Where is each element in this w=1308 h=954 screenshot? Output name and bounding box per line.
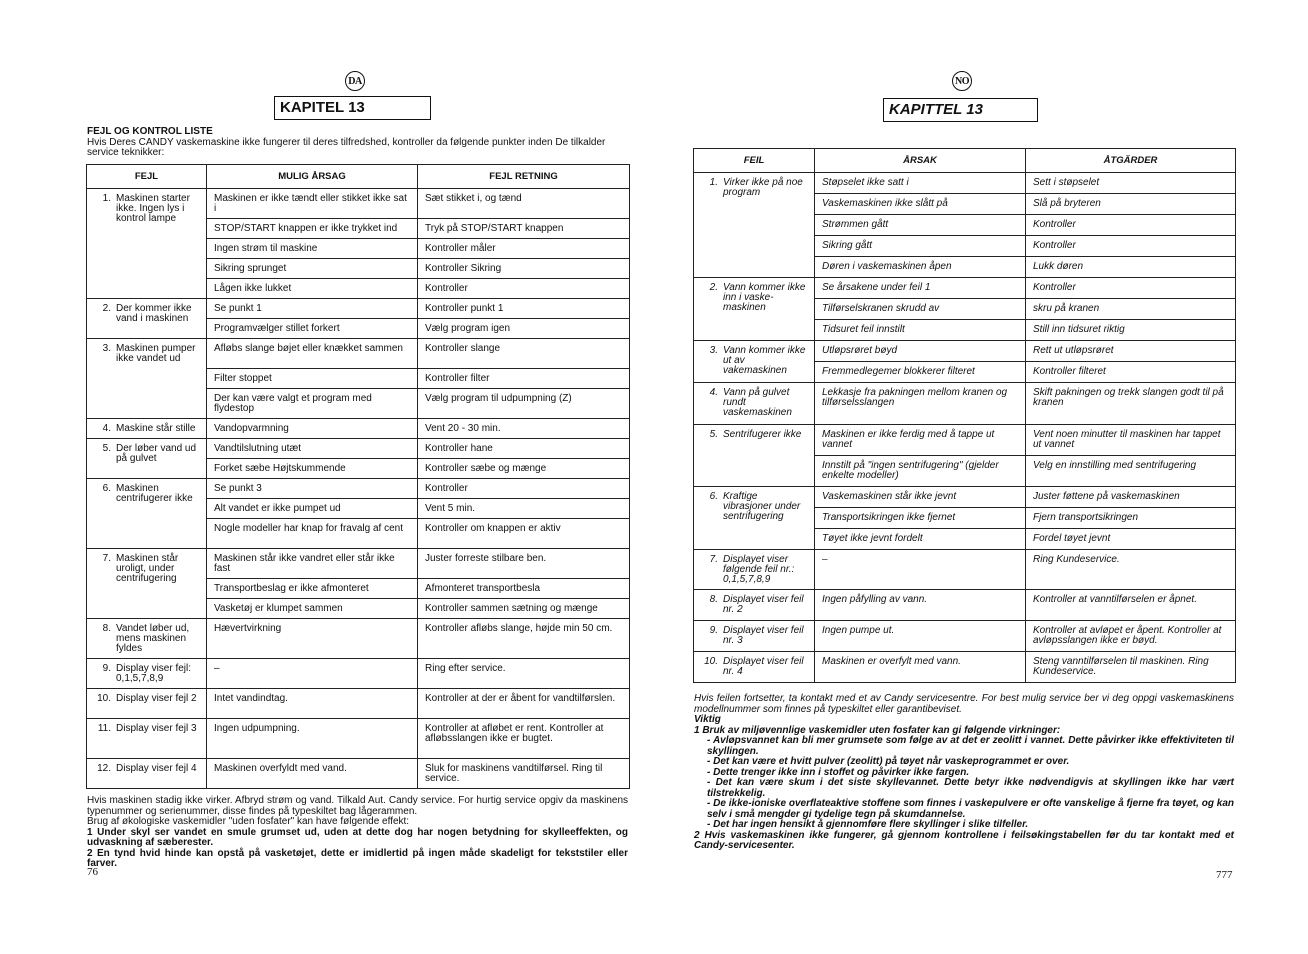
header-cause: MULIG ÅRSAG bbox=[207, 165, 418, 189]
fault-cell bbox=[87, 439, 207, 479]
table-row bbox=[694, 278, 1236, 299]
cause-cell: Ingen udpumpning. bbox=[207, 719, 418, 759]
cause-cell: Ingen påfylling av vann. bbox=[815, 590, 1026, 621]
fault-cell bbox=[87, 689, 207, 719]
table-row bbox=[87, 189, 630, 219]
fault-number: 9. bbox=[709, 625, 718, 636]
fault-number: 8. bbox=[709, 594, 718, 605]
table-row bbox=[694, 590, 1236, 621]
fault-cell bbox=[694, 590, 815, 621]
footer-item-1: 1 Bruk av miljøvennlige vaskemidler uten fosfater kan gi følgende virkninger: bbox=[694, 724, 1061, 736]
remedy-cell: Kontroller at vanntilførselen er åpnet. bbox=[1026, 590, 1236, 621]
fault-number: 3. bbox=[102, 343, 111, 354]
cause-cell: Maskinen overfyldt med vand. bbox=[207, 759, 418, 789]
cause-cell: Døren i vaskemaskinen åpen bbox=[815, 257, 1026, 278]
fault-number: 8. bbox=[102, 623, 111, 634]
fault-number: 3. bbox=[709, 345, 718, 356]
cause-cell: Strømmen gått bbox=[815, 215, 1026, 236]
fault-number: 4. bbox=[709, 387, 718, 398]
fault-number: 1. bbox=[102, 193, 111, 204]
cause-cell: Afløbs slange bøjet eller knækket sammen bbox=[207, 339, 418, 369]
cause-cell: Forket sæbe Højtskummende bbox=[207, 459, 418, 479]
cause-cell: Fremmedlegemer blokkerer filteret bbox=[815, 362, 1026, 383]
fault-cell bbox=[87, 719, 207, 759]
footer-paragraph-1: Hvis maskinen stadig ikke virker. Afbryd strøm og vand. Tilkald Aut. Candy service. For hurtig service opgiv da maskinens typenummer og serienummer, disse findes på typeskiltet bag lågerammen. bbox=[87, 795, 628, 817]
remedy-cell: Kontroller slange bbox=[418, 339, 630, 369]
fault-number: 1. bbox=[709, 177, 718, 188]
remedy-cell: Kontroller filter bbox=[418, 369, 630, 389]
cause-cell: Maskinen er ikke tændt eller stikket ikke sat i bbox=[207, 189, 418, 219]
remedy-cell: Vent noen minutter til maskinen har tappet ut vannet bbox=[1026, 425, 1236, 456]
cause-cell: Vandopvarmning bbox=[207, 419, 418, 439]
remedy-cell: Kontroller hane bbox=[418, 439, 630, 459]
fault-number: 2. bbox=[709, 282, 718, 293]
cause-cell: Sikring sprunget bbox=[207, 259, 418, 279]
fault-cell bbox=[87, 659, 207, 689]
remedy-cell: Lukk døren bbox=[1026, 257, 1236, 278]
fault-cell bbox=[694, 621, 815, 652]
fault-text: Vann kommer ikke ut av vakemaskinen bbox=[723, 345, 806, 376]
table-row bbox=[694, 550, 1236, 590]
table-row bbox=[694, 652, 1236, 683]
footer-dash-3: - Dette trenger ikke inn i stoffet og påvirker ikke fargen. bbox=[707, 766, 970, 778]
fault-text: Maskinen pumper ikke vandet ud bbox=[116, 343, 196, 364]
cause-cell: Transportbeslag er ikke afmonteret bbox=[207, 579, 418, 599]
remedy-cell: Kontroller afløbs slange, højde min 50 cm. bbox=[418, 619, 630, 659]
fault-text: Vandet løber ud, mens maskinen fyldes bbox=[116, 623, 190, 654]
language-badge-da: DA bbox=[345, 71, 365, 91]
footer-dash-5: - De ikke-ioniske overflateaktive stoffene som finnes i vaskepulvere er ofte vanskelige å fjerne fra tøyet, og kan selv i små mengder gi tydelige tegn på skumdannelse. bbox=[707, 798, 1234, 820]
fault-text: Vann på gulvet rundt vaskemaskinen bbox=[723, 387, 792, 418]
table-row bbox=[87, 439, 630, 459]
remedy-cell: Slå på bryteren bbox=[1026, 194, 1236, 215]
remedy-cell: Vent 5 min. bbox=[418, 499, 630, 519]
footer-paragraph-2: Brug af økologiske vaskemidler "uden fosfater" kan have følgende effekt: bbox=[87, 816, 410, 827]
footer-bullet-2: 2 En tynd hvid hinde kan opstå på vasketøjet, dette er imidlertid på ingen måde skadeligt for tekststiler eller farver. bbox=[87, 847, 628, 869]
cause-cell: – bbox=[815, 550, 1026, 590]
remedy-cell: Ring efter service. bbox=[418, 659, 630, 689]
remedy-cell: Vælg program igen bbox=[418, 319, 630, 339]
fault-cell bbox=[87, 299, 207, 339]
cause-cell: Støpselet ikke satt i bbox=[815, 173, 1026, 194]
footer-notes bbox=[694, 694, 1234, 852]
fault-cell bbox=[87, 419, 207, 439]
fault-cell bbox=[694, 487, 815, 550]
cause-cell: Hævertvirkning bbox=[207, 619, 418, 659]
fault-cell bbox=[87, 189, 207, 299]
remedy-cell: Ring Kundeservice. bbox=[1026, 550, 1236, 590]
table-row bbox=[87, 719, 630, 759]
cause-cell: Sikring gått bbox=[815, 236, 1026, 257]
fault-number: 6. bbox=[709, 491, 718, 502]
cause-cell: Filter stoppet bbox=[207, 369, 418, 389]
remedy-cell: Kontroller bbox=[418, 279, 630, 299]
troubleshooting-table bbox=[86, 164, 630, 789]
remedy-cell: Kontroller at avløpet er åpent. Kontroller at avløpsslangen ikke er bøyd. bbox=[1026, 621, 1236, 652]
cause-cell: Vaskemaskinen ikke slått på bbox=[815, 194, 1026, 215]
fault-number: 10. bbox=[704, 656, 718, 667]
fault-cell bbox=[694, 550, 815, 590]
remedy-cell: Tryk på STOP/START knappen bbox=[418, 219, 630, 239]
fault-number: 9. bbox=[102, 663, 111, 674]
fault-cell bbox=[87, 759, 207, 789]
header-remedy: ÅTGÄRDER bbox=[1026, 149, 1236, 173]
table-row bbox=[694, 173, 1236, 194]
cause-cell: Transportsikringen ikke fjernet bbox=[815, 508, 1026, 529]
remedy-cell: Kontroller måler bbox=[418, 239, 630, 259]
cause-cell: Tidsuret feil innstilt bbox=[815, 320, 1026, 341]
chapter-title: KAPITTEL 13 bbox=[883, 98, 1038, 122]
footer-dash-2: - Det kan være et hvitt pulver (zeolitt) på tøyet når vaskeprogrammet er over. bbox=[707, 756, 1070, 767]
fault-number: 6. bbox=[102, 483, 111, 494]
cause-cell: Vaskemaskinen står ikke jevnt bbox=[815, 487, 1026, 508]
remedy-cell: Kontroller bbox=[1026, 278, 1236, 299]
cause-cell: STOP/START knappen er ikke trykket ind bbox=[207, 219, 418, 239]
fault-number: 7. bbox=[709, 554, 718, 565]
intro-block bbox=[87, 127, 607, 159]
fault-cell bbox=[87, 479, 207, 549]
fault-text: Display viser fejl 4 bbox=[116, 763, 197, 774]
table-row bbox=[87, 689, 630, 719]
fault-text: Der løber vand ud på gulvet bbox=[116, 443, 197, 464]
fault-cell bbox=[694, 652, 815, 683]
fault-number: 5. bbox=[102, 443, 111, 454]
cause-cell: Maskinen er ikke ferdig med å tappe ut vannet bbox=[815, 425, 1026, 456]
table-row bbox=[694, 341, 1236, 362]
remedy-cell: Still inn tidsuret riktig bbox=[1026, 320, 1236, 341]
table-row bbox=[87, 299, 630, 319]
fault-cell bbox=[694, 341, 815, 383]
remedy-cell: Juster føttene på vaskemaskinen bbox=[1026, 487, 1236, 508]
fault-text: Displayet viser feil nr. 4 bbox=[723, 656, 804, 677]
cause-cell: Tilførselskranen skrudd av bbox=[815, 299, 1026, 320]
fault-number: 11. bbox=[97, 723, 111, 734]
table-row bbox=[87, 619, 630, 659]
table-row bbox=[694, 487, 1236, 508]
fault-number: 5. bbox=[709, 429, 718, 440]
footer-dash-4: - Det kan være skum i det siste skyllevannet. Dette betyr ikke nødvendigvis at skyllingen ikke har vært tilstrekkelig. bbox=[707, 777, 1234, 799]
table-header-row bbox=[87, 165, 630, 189]
cause-cell: Se årsakene under feil 1 bbox=[815, 278, 1026, 299]
remedy-cell: Fordel tøyet jevnt bbox=[1026, 529, 1236, 550]
cause-cell: Ingen strøm til maskine bbox=[207, 239, 418, 259]
page-number: 76 bbox=[87, 866, 98, 878]
footer-heading: Viktig bbox=[694, 714, 721, 725]
table-row bbox=[694, 621, 1236, 652]
fault-text: Der kommer ikke vand i maskinen bbox=[116, 303, 192, 324]
fault-text: Sentrifugerer ikke bbox=[723, 429, 802, 440]
fault-number: 12. bbox=[97, 763, 111, 774]
intro-text: Hvis Deres CANDY vaskemaskine ikke fungerer til deres tilfredshed, kontroller da følgende punkter inden De tilkalder service teknikker: bbox=[87, 136, 606, 158]
remedy-cell: Steng vanntilførselen til maskinen. Ring Kundeservice. bbox=[1026, 652, 1236, 683]
cause-cell: Ingen pumpe ut. bbox=[815, 621, 1026, 652]
cause-cell: Innstilt på "ingen sentrifugering" (gjelder enkelte modeller) bbox=[815, 456, 1026, 487]
table-row bbox=[87, 339, 630, 369]
cause-cell: Vasketøj er klumpet sammen bbox=[207, 599, 418, 619]
fault-number: 7. bbox=[102, 553, 111, 564]
remedy-cell: Kontroller bbox=[418, 479, 630, 499]
footer-item-2: 2 Hvis vaskemaskinen ikke fungerer, gå gjennom kontrollene i feilsøkingstabellen før du tar kontakt med et Candy-servicesenter. bbox=[694, 829, 1234, 851]
intro-heading: FEJL OG KONTROL LISTE bbox=[87, 126, 213, 137]
header-cause: ÅRSAK bbox=[815, 149, 1026, 173]
fault-cell bbox=[87, 619, 207, 659]
fault-cell bbox=[694, 425, 815, 487]
fault-number: 4. bbox=[102, 423, 111, 434]
fault-text: Display viser fejl 2 bbox=[116, 693, 197, 704]
fault-number: 10. bbox=[97, 693, 111, 704]
fault-cell bbox=[694, 278, 815, 341]
remedy-cell: Kontroller filteret bbox=[1026, 362, 1236, 383]
cause-cell: Intet vandindtag. bbox=[207, 689, 418, 719]
fault-text: Displayet viser følgende feil nr.: 0,1,5,7,8,9 bbox=[723, 554, 795, 585]
footer-notes bbox=[87, 796, 628, 870]
right-page bbox=[654, 0, 1308, 954]
remedy-cell: Afmonteret transportbesla bbox=[418, 579, 630, 599]
remedy-cell: Vent 20 - 30 min. bbox=[418, 419, 630, 439]
fault-cell bbox=[694, 173, 815, 278]
remedy-cell: Juster forreste stilbare ben. bbox=[418, 549, 630, 579]
remedy-cell: Kontroller punkt 1 bbox=[418, 299, 630, 319]
fault-text: Display viser fejl 3 bbox=[116, 723, 197, 734]
language-badge-no: NO bbox=[952, 71, 972, 91]
table-row bbox=[87, 549, 630, 579]
cause-cell: Der kan være valgt et program med flydestop bbox=[207, 389, 418, 419]
remedy-cell: Kontroller bbox=[1026, 215, 1236, 236]
table-row bbox=[694, 425, 1236, 456]
fault-number: 2. bbox=[102, 303, 111, 314]
cause-cell: Lekkasje fra pakningen mellom kranen og tilførselsslangen bbox=[815, 383, 1026, 425]
fault-cell bbox=[87, 339, 207, 419]
header-fault: FEIL bbox=[694, 149, 815, 173]
fault-text: Vann kommer ikke inn i vaske-maskinen bbox=[723, 282, 806, 313]
header-fault: FEJL bbox=[87, 165, 207, 189]
remedy-cell: Velg en innstilling med sentrifugering bbox=[1026, 456, 1236, 487]
remedy-cell: Sett i støpselet bbox=[1026, 173, 1236, 194]
remedy-cell: Sluk for maskinens vandtilførsel. Ring til service. bbox=[418, 759, 630, 789]
table-row bbox=[87, 419, 630, 439]
cause-cell: Se punkt 1 bbox=[207, 299, 418, 319]
fault-text: Maskinen står uroligt, under centrifugering bbox=[116, 553, 179, 584]
cause-cell: Vandtilslutning utæt bbox=[207, 439, 418, 459]
remedy-cell: Kontroller Sikring bbox=[418, 259, 630, 279]
table-row bbox=[87, 759, 630, 789]
fault-text: Virker ikke på noe program bbox=[723, 177, 803, 198]
cause-cell: Programvælger stillet forkert bbox=[207, 319, 418, 339]
cause-cell: Utløpsrøret bøyd bbox=[815, 341, 1026, 362]
table-header-row bbox=[694, 149, 1236, 173]
footer-paragraph-1: Hvis feilen fortsetter, ta kontakt med et av Candy servicesentre. For best mulig service ber vi deg oppgi vaskemaskinens modellnummer som finnes på typeskiltet eller garantibeviset. bbox=[694, 693, 1234, 715]
cause-cell: Se punkt 3 bbox=[207, 479, 418, 499]
fault-cell bbox=[694, 383, 815, 425]
cause-cell: Lågen ikke lukket bbox=[207, 279, 418, 299]
table-row bbox=[87, 479, 630, 499]
footer-bullet-1: 1 Under skyl ser vandet en smule grumset ud, uden at dette dog har nogen betydning for skylleeffekten, og udvaskning af sæberester. bbox=[87, 826, 628, 848]
cause-cell: Tøyet ikke jevnt fordelt bbox=[815, 529, 1026, 550]
fault-text: Maskine står stille bbox=[116, 423, 196, 434]
fault-text: Displayet viser feil nr. 3 bbox=[723, 625, 804, 646]
fault-text: Displayet viser feil nr. 2 bbox=[723, 594, 804, 615]
fault-text: Display viser fejl: 0,1,5,7,8,9 bbox=[116, 663, 192, 684]
page-number: 777 bbox=[1216, 869, 1233, 881]
remedy-cell: Fjern transportsikringen bbox=[1026, 508, 1236, 529]
remedy-cell: Kontroller sæbe og mænge bbox=[418, 459, 630, 479]
remedy-cell: Kontroller at der er åbent for vandtilførslen. bbox=[418, 689, 630, 719]
remedy-cell: Kontroller sammen sætning og mænge bbox=[418, 599, 630, 619]
remedy-cell: Kontroller om knappen er aktiv bbox=[418, 519, 630, 549]
remedy-cell: Vælg program til udpumpning (Z) bbox=[418, 389, 630, 419]
cause-cell: Maskinen står ikke vandret eller står ikke fast bbox=[207, 549, 418, 579]
remedy-cell: Rett ut utløpsrøret bbox=[1026, 341, 1236, 362]
fault-text: Maskinen starter ikke. Ingen lys i kontrol lampe bbox=[116, 193, 190, 224]
fault-cell bbox=[87, 549, 207, 619]
troubleshooting-table bbox=[693, 148, 1236, 683]
table-row bbox=[694, 383, 1236, 425]
fault-text: Maskinen centrifugerer ikke bbox=[116, 483, 193, 504]
footer-dash-6: - Det har ingen hensikt å gjennomføre flere skyllinger i slike tilfeller. bbox=[707, 819, 1029, 830]
remedy-cell: Skift pakningen og trekk slangen godt til på kranen bbox=[1026, 383, 1236, 425]
fault-text: Kraftige vibrasjoner under sentrifugering bbox=[723, 491, 801, 522]
header-remedy: FEJL RETNING bbox=[418, 165, 630, 189]
remedy-cell: Kontroller bbox=[1026, 236, 1236, 257]
remedy-cell: Sæt stikket i, og tænd bbox=[418, 189, 630, 219]
chapter-title: KAPITEL 13 bbox=[274, 96, 431, 120]
cause-cell: Maskinen er overfylt med vann. bbox=[815, 652, 1026, 683]
remedy-cell: skru på kranen bbox=[1026, 299, 1236, 320]
footer-dash-1: - Avløpsvannet kan bli mer grumsete som følge av at det er zeolitt i vannet. Dette påvirker ikke effektiviteten til skyllingen. bbox=[707, 735, 1234, 757]
cause-cell: Nogle modeller har knap for fravalg af cent bbox=[207, 519, 418, 549]
cause-cell: – bbox=[207, 659, 418, 689]
remedy-cell: Kontroller at afløbet er rent. Kontroller at afløbsslangen ikke er bugtet. bbox=[418, 719, 630, 759]
table-row bbox=[87, 659, 630, 689]
cause-cell: Alt vandet er ikke pumpet ud bbox=[207, 499, 418, 519]
